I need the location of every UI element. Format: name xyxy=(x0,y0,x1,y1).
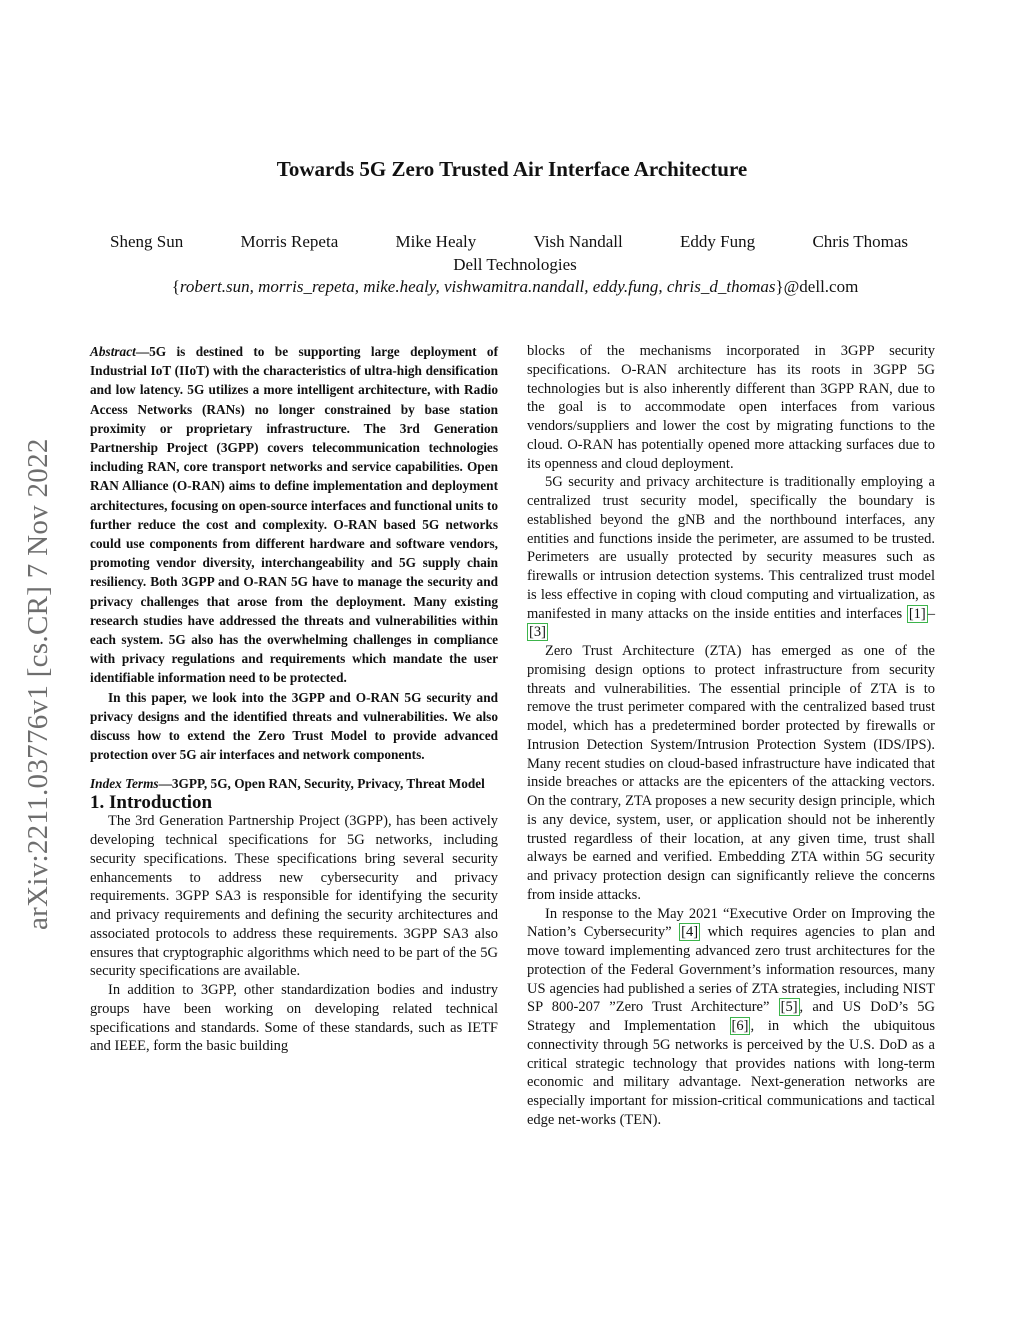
author-name: Eddy Fung xyxy=(680,232,756,251)
citation-dash: – xyxy=(927,605,935,622)
paragraph-text: , in which the ubiquitous connectivity through 5G networks is perceived by the U.S. DoD as a critical strategic technology that provides nations with long-term economic and military advantage. Next-generation networks are especially important for mission-critical communications and tactical edge net-works (TEN). xyxy=(527,1018,935,1128)
abstract-paragraph-2: In this paper, we look into the 3GPP and O-RAN 5G security and privacy designs and the identified threats and vulnerabilities. We also discuss how to extend the Zero Trust Model to provide advanced protection over 5G air interfaces and network components. xyxy=(90,689,498,763)
index-terms-label: Index Terms xyxy=(90,776,159,792)
right-column xyxy=(527,342,935,1130)
section-heading: 1. Introduction xyxy=(90,791,213,813)
author-name: Sheng Sun xyxy=(110,232,184,251)
citation-link[interactable]: [5] xyxy=(780,999,798,1016)
paragraph-text: which requires agencies to plan and move toward implementing advanced zero trust architectures for the protection of the Federal Government’s information resources, many US agencies had published a series of ZTA strategies, including NIST SP 800-207 ”Zero Trust Architecture” xyxy=(527,924,935,1016)
paragraph-text: In response to the May 2021 “Executive Order on Improving the Nation’s Cybersecurity” xyxy=(527,905,935,941)
citation-link[interactable]: [3] xyxy=(529,624,546,641)
abstract-text: —5G is destined to be supporting large deployment of Industrial IoT (IIoT) with the characteristics of ultra-high densification and low latency. 5G utilizes a more intelligent architecture, with Radio Access Networks (RANs) no longer constrained by base station proximity or proprietary infrastructure. The 3rd Generation Partnership Project (3GPP) covers telecommunication technologies including RAN, core transport networks and service capabilities. Open RAN Alliance (O-RAN) aims to define implementation and deployment architectures, focusing on open-source interfaces and functional units to further reduce the cost and complexity. O-RAN based 5G networks could use components from different hardware and software vendors, promoting vendor diversity, interchangeability and 5G supply chain resiliency. Both 3GPP and O-RAN 5G have to manage the security and privacy challenges that arose from the deployment. Many existing research studies have addressed the threats and vulnerabilities within each system. 5G also has the overwhelming challenges in compliance with privacy regulations and requirements which mandate the user identifiable information need to be protected. xyxy=(90,344,498,686)
paper-title: Towards 5G Zero Trusted Air Interface Architecture xyxy=(276,157,748,181)
author-name: Morris Repeta xyxy=(240,232,339,251)
email-domain: @dell.com xyxy=(783,277,859,296)
paragraph-text: 5G security and privacy architecture is traditionally employing a centralized trust security model, specifically the boundary is established beyond the gNB and the northbound interfaces, any entities and functions inside the perimeter, are assumed to be trusted. Perimeters are usually protected by security measures such as firewalls or intrusion detection systems. This centralized trust model is less effective in coping with cloud computing and virtualization, as manifested in many attacks on the inside entities and interfaces xyxy=(527,474,935,622)
author-emails xyxy=(0,277,1024,297)
author-name: Mike Healy xyxy=(395,232,477,251)
arxiv-identifier: arXiv:2211.03776v1 [cs.CR] 7 Nov 2022 xyxy=(22,438,54,930)
body-paragraph: Zero Trust Architecture (ZTA) has emerged as one of the promising design options to protect infrastructure from security threats and vulnerabilities. The essential principle of ZTA is to remove the trust perimeter compared with the centralized based trust model, which has a predetermined border protected by firewalls or Intrusion Detection System/Intrusion Protection System (IDS/IPS). Many recent studies on cloud-based infrastructure have indicated that inside breaches or attacks are the epicenters of the attacking vectors. On the contrary, ZTA proposes a new security design principle, which is any device, system, user, or application should not be inherently trusted regardless of their location, at any given time, trust shall always be earned and verified. Embedding ZTA within 5G security and privacy protection design can significantly relieve the concerns from inside attacks. xyxy=(527,643,935,903)
index-terms-text: —3GPP, 5G, Open RAN, Security, Privacy, Threat Model xyxy=(158,776,485,792)
citation-link[interactable]: [1] xyxy=(908,605,926,622)
citation-link[interactable]: [4] xyxy=(681,924,699,941)
affiliation: Dell Technologies xyxy=(453,255,577,274)
brace-close: } xyxy=(775,277,784,296)
paragraph-text: , and US DoD’s 5G Strategy and Implementation xyxy=(527,999,935,1034)
email-list: robert.sun, morris_repeta, mike.healy, vishwamitra.nandall, eddy.fung, chris_d_thomas xyxy=(179,277,776,296)
citation-link[interactable]: [6] xyxy=(731,1018,749,1034)
author-list xyxy=(110,232,908,252)
body-paragraph xyxy=(527,905,935,1130)
intro-paragraph: In addition to 3GPP, other standardization bodies and industry groups have been working on developing related technical specifications and standards. Some of these standards, such as IETF and IEEE, form the basic building xyxy=(90,982,498,1055)
abstract-label: Abstract xyxy=(90,344,136,359)
brace-open: { xyxy=(171,277,180,296)
intro-paragraph: The 3rd Generation Partnership Project (3GPP), has been actively developing technical specifications for 5G networks, including security specifications. These specifications bring several security enhancements to address new cybersecurity and privacy requirements. 3GPP SA3 is responsible for identifying the security and privacy requirements and defining the security architectures and associated protocols to address these requirements. 3GPP SA3 also ensures that cryptographic algorithms which need to be part of the 5G security specifications are available. xyxy=(90,813,498,980)
abstract-paragraph xyxy=(90,342,498,688)
body-paragraph: blocks of the mechanisms incorporated in 3GPP security specifications. O-RAN architecture has its roots in 3GPP 5G technologies but is also inherently different than 3GPP RAN, due to the goal is to accommodate open interfaces from various vendors/suppliers and lower the cost by migrating functions to the cloud. O-RAN has potentially opened more attacking surfaces due to its openness and cloud deployment. xyxy=(527,343,935,472)
author-name: Chris Thomas xyxy=(812,232,908,251)
index-terms xyxy=(90,774,498,793)
left-column xyxy=(90,342,498,1056)
author-name: Vish Nandall xyxy=(533,232,623,251)
body-paragraph xyxy=(527,473,935,642)
